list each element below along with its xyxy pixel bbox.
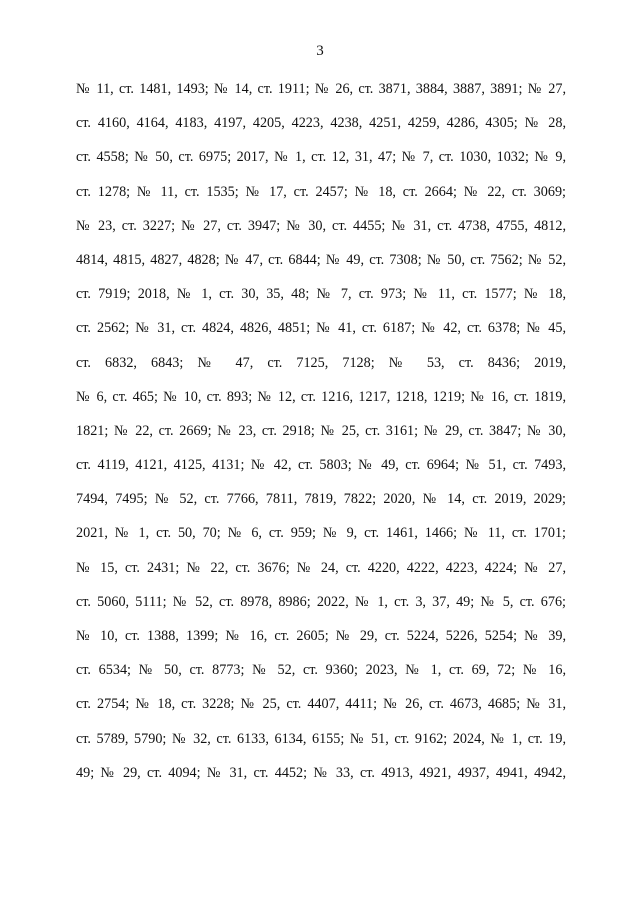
page-number: 3 bbox=[316, 43, 324, 59]
text-line: 49; № 29, ст. 4094; № 31, ст. 4452; № 33, ст. 4913, 4921, 4937, 4941, 4942, bbox=[76, 764, 566, 781]
text-line: № 15, ст. 2431; № 22, ст. 3676; № 24, ст. 4220, 4222, 4223, 4224; № 27, bbox=[76, 559, 566, 576]
document-body bbox=[76, 79, 566, 797]
text-line: ст. 2754; № 18, ст. 3228; № 25, ст. 4407, 4411; № 26, ст. 4673, 4685; № 31, bbox=[76, 696, 566, 713]
text-line: 7494, 7495; № 52, ст. 7766, 7811, 7819, 7822; 2020, № 14, ст. 2019, 2029; bbox=[76, 491, 566, 508]
text-line: ст. 2562; № 31, ст. 4824, 4826, 4851; № 41, ст. 6187; № 42, ст. 6378; № 45, bbox=[76, 320, 566, 337]
text-line: № 6, ст. 465; № 10, ст. 893; № 12, ст. 1216, 1217, 1218, 1219; № 16, ст. 1819, bbox=[76, 388, 566, 405]
text-line: ст. 6832, 6843; № 47, ст. 7125, 7128; № 53, ст. 8436; 2019, bbox=[76, 354, 566, 371]
text-line: ст. 6534; № 50, ст. 8773; № 52, ст. 9360; 2023, № 1, ст. 69, 72; № 16, bbox=[76, 662, 566, 679]
text-line: ст. 4558; № 50, ст. 6975; 2017, № 1, ст. 12, 31, 47; № 7, ст. 1030, 1032; № 9, bbox=[76, 149, 566, 166]
text-line: 2021, № 1, ст. 50, 70; № 6, ст. 959; № 9, ст. 1461, 1466; № 11, ст. 1701; bbox=[76, 525, 566, 542]
text-line: № 10, ст. 1388, 1399; № 16, ст. 2605; № 29, ст. 5224, 5226, 5254; № 39, bbox=[76, 628, 566, 644]
text-line: ст. 5060, 5111; № 52, ст. 8978, 8986; 2022, № 1, ст. 3, 37, 49; № 5, ст. 676; bbox=[76, 593, 566, 610]
text-line: ст. 1278; № 11, ст. 1535; № 17, ст. 2457; № 18, ст. 2664; № 22, ст. 3069; bbox=[76, 183, 566, 200]
text-line: ст. 7919; 2018, № 1, ст. 30, 35, 48; № 7, ст. 973; № 11, ст. 1577; № 18, bbox=[76, 286, 566, 303]
text-line: ст. 5789, 5790; № 32, ст. 6133, 6134, 6155; № 51, ст. 9162; 2024, № 1, ст. 19, bbox=[76, 730, 566, 747]
text-line: № 23, ст. 3227; № 27, ст. 3947; № 30, ст. 4455; № 31, ст. 4738, 4755, 4812, bbox=[76, 217, 566, 234]
text-line: 1821; № 22, ст. 2669; № 23, ст. 2918; № 25, ст. 3161; № 29, ст. 3847; № 30, bbox=[76, 422, 566, 439]
text-line: ст. 4119, 4121, 4125, 4131; № 42, ст. 5803; № 49, ст. 6964; № 51, ст. 7493, bbox=[76, 457, 566, 474]
text-line: ст. 4160, 4164, 4183, 4197, 4205, 4223, 4238, 4251, 4259, 4286, 4305; № 28, bbox=[76, 115, 566, 132]
text-line: № 11, ст. 1481, 1493; № 14, ст. 1911; № 26, ст. 3871, 3884, 3887, 3891; № 27, bbox=[76, 81, 566, 97]
text-line: 4814, 4815, 4827, 4828; № 47, ст. 6844; № 49, ст. 7308; № 50, ст. 7562; № 52, bbox=[76, 251, 566, 268]
